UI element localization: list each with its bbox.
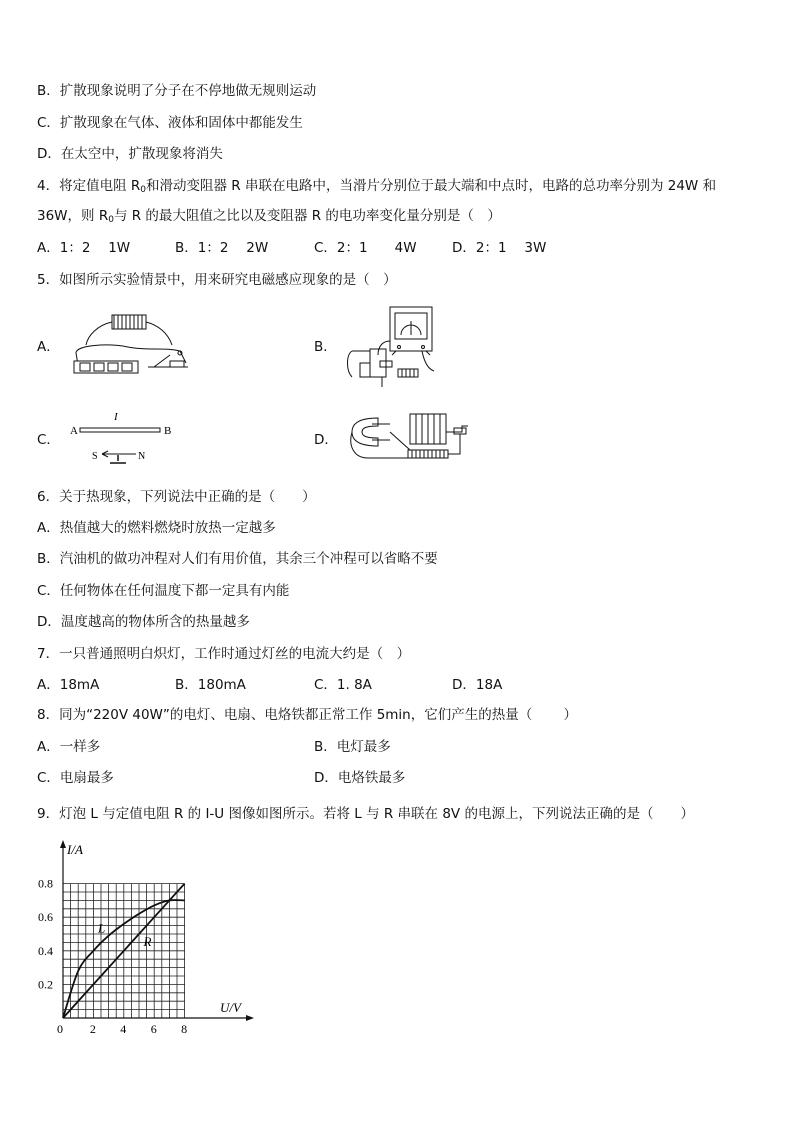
series-label-l: L: [97, 920, 106, 936]
q3-option-c: C．扩散现象在气体、液体和固体中都能发生: [37, 115, 303, 131]
q4-stem-part: 36W，则 R: [37, 208, 109, 224]
q4-stem-line2: [37, 207, 501, 229]
q3-option-b: B．扩散现象说明了分子在不停地做无规则运动: [37, 83, 317, 99]
y-tick-label: 0.8: [38, 876, 53, 891]
x-axis-label: U/V: [220, 1000, 241, 1015]
q4-stem-part: 与 R 的最大阻值之比以及变阻器 R 的电功率变化量分别是（ ）: [113, 208, 501, 224]
x-tick-label: 2: [89, 1022, 96, 1036]
y-axis-label: I/A: [67, 842, 83, 857]
y-tick-label: 0.6: [38, 910, 53, 925]
q8-option-a: A．一样多: [37, 739, 101, 755]
q8-stem: 8．同为“220V 40W”的电灯、电扇、电烙铁都正常工作 5min，它们产生的热量（ ）: [37, 707, 578, 723]
q5-stem: 5．如图所示实验情景中，用来研究电磁感应现象的是（ ）: [37, 272, 397, 288]
q7-option-b: B．180mA: [175, 677, 246, 693]
q7-option-d: D．18A: [452, 677, 503, 693]
q4-option-d: D．2：1 3W: [452, 240, 547, 256]
q7-stem: 7．一只普通照明白炽灯，工作时通过灯丝的电流大约是（ ）: [37, 646, 411, 662]
q4-option-b: B．1：2 2W: [175, 240, 269, 256]
x-tick-label: 0: [57, 1022, 63, 1036]
y-tick-label: 0.2: [38, 977, 53, 992]
iu-graph: [30, 836, 260, 1046]
q6-option-b: B．汽油机的做功冲程对人们有用价值，其余三个冲程可以省略不要: [37, 551, 438, 567]
x-tick-label: 4: [120, 1022, 127, 1036]
q3-option-d: D．在太空中，扩散现象将消失: [37, 146, 223, 162]
compass-needle: [102, 451, 136, 457]
series-label-r: R: [143, 933, 152, 949]
q4-option-c: C．2：1 4W: [314, 240, 417, 256]
q5-label-a: A．: [37, 339, 60, 355]
straight-wire: [80, 428, 160, 432]
q8-option-b: B．电灯最多: [314, 739, 391, 755]
x-tick-label: 6: [150, 1022, 157, 1036]
q7-option-a: A．18mA: [37, 677, 100, 693]
figure-c-end-b: B: [164, 425, 172, 437]
compass-stand: [110, 455, 126, 463]
y-tick-label: 0.4: [38, 943, 53, 958]
figure-c-end-a: A: [70, 425, 78, 437]
q5-label-c: C．: [37, 432, 60, 448]
q7-option-c: C．1. 8A: [314, 677, 372, 693]
figure-c-current-label: I: [114, 411, 118, 423]
q8-option-c: C．电扇最多: [37, 770, 114, 786]
q5-label-b: B．: [314, 339, 337, 355]
subscript: 0: [140, 185, 146, 195]
figure-d-motor-experiment: [348, 410, 472, 468]
figure-b-galvanometer-magnet: [344, 305, 444, 387]
q4-stem-line1: [37, 177, 716, 199]
subscript: 0: [108, 215, 114, 225]
q5-label-d: D．: [314, 432, 338, 448]
y-axis-arrow: [60, 840, 66, 848]
q6-option-c: C．任何物体在任何温度下都一定具有内能: [37, 583, 290, 599]
compass-north-label: N: [138, 451, 146, 462]
q4-option-a: A．1：2 1W: [37, 240, 131, 256]
q9-stem: 9．灯泡 L 与定值电阻 R 的 I-U 图像如图所示。若将 L 与 R 串联在 8V 的电源上，下列说法正确的是（ ）: [37, 806, 694, 822]
q4-stem-part: 4．将定值电阻 R: [37, 178, 141, 194]
x-axis-arrow: [246, 1015, 254, 1021]
q6-option-d: D．温度越高的物体所含的热量越多: [37, 614, 250, 630]
q6-stem: 6．关于热现象，下列说法中正确的是（ ）: [37, 489, 316, 505]
q6-option-a: A．热值越大的燃料燃烧时放热一定越多: [37, 520, 276, 536]
compass-south-label: S: [92, 451, 98, 462]
figure-c-oersted-compass: [68, 408, 180, 468]
q8-option-d: D．电烙铁最多: [314, 770, 406, 786]
x-tick-label: 8: [181, 1022, 188, 1036]
figure-a-electromagnet-circuit: [68, 305, 196, 377]
q4-stem-part: 和滑动变阻器 R 串联在电路中，当滑片分别位于最大端和中点时，电路的总功率分别为 24W 和: [146, 178, 717, 194]
